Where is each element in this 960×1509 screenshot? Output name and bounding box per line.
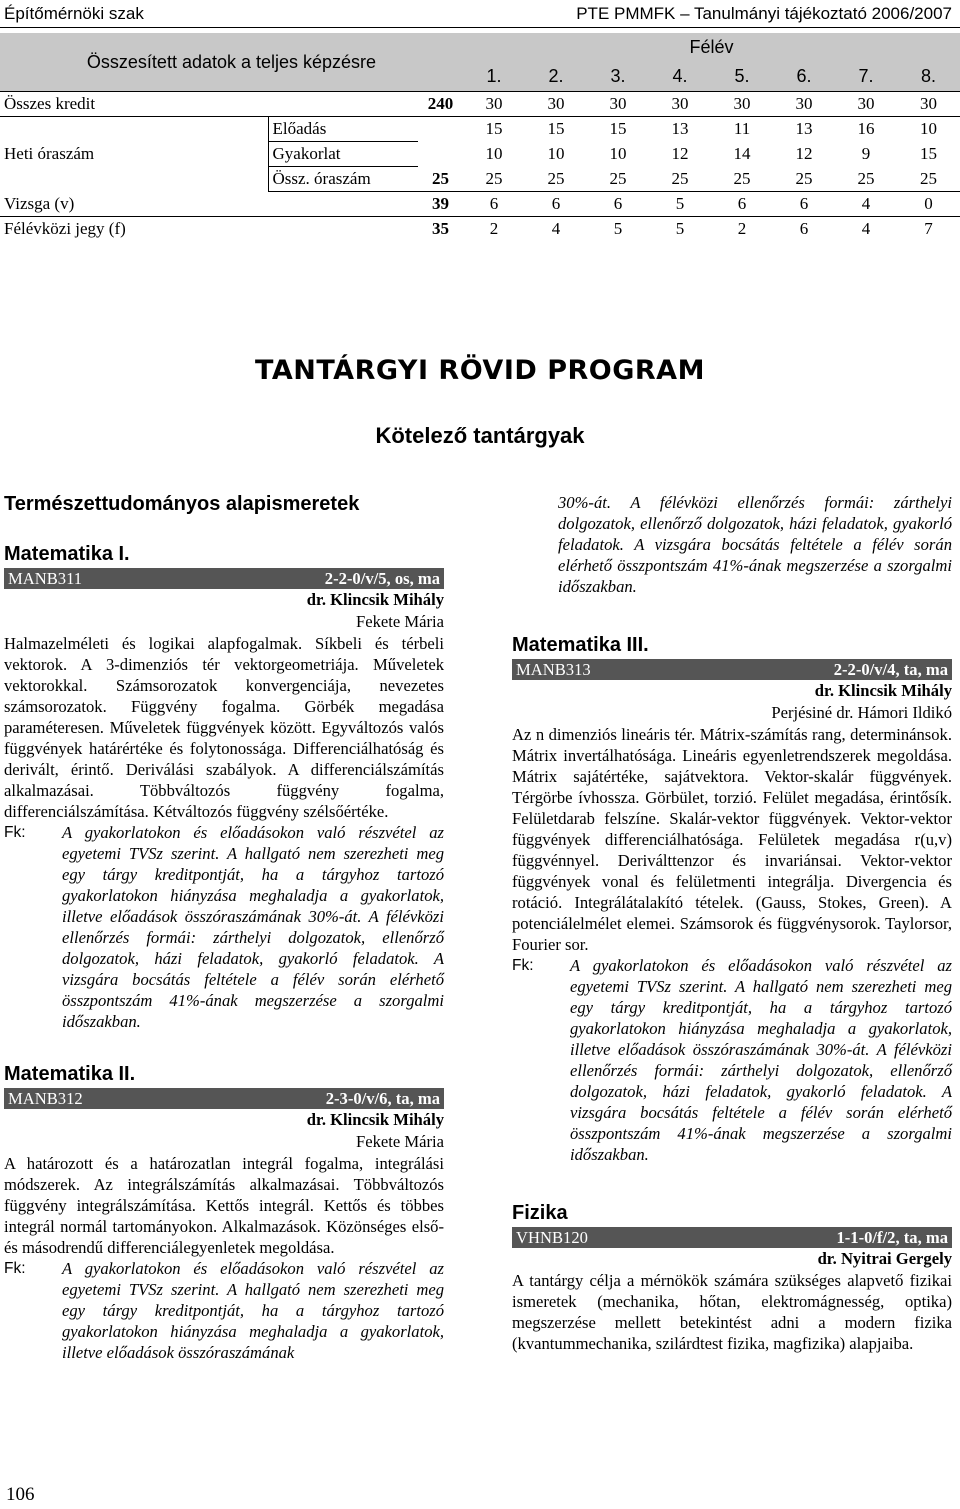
- course-meta: 1-1-0/f/2, ta, ma: [836, 1228, 948, 1247]
- semester-header: 6.: [773, 62, 835, 92]
- teacher-secondary: Fekete Mária: [355, 1132, 444, 1151]
- course-code-bar: [4, 1088, 444, 1109]
- row-value: 4: [861, 219, 871, 238]
- course-mat3: [512, 633, 952, 1165]
- summary-row: [0, 192, 960, 217]
- course-teacher: [4, 611, 444, 633]
- teacher-secondary: Fekete Mária: [355, 612, 444, 631]
- row-label: Vizsga (v): [0, 192, 418, 217]
- row-value: 15: [920, 144, 938, 163]
- row-value: 4: [551, 219, 561, 238]
- course-title: Fizika: [512, 1202, 568, 1224]
- row-value: 10: [547, 144, 565, 163]
- teacher-primary: dr. Klincsik Mihály: [306, 590, 444, 609]
- summary-row: [0, 92, 960, 117]
- row-value: 6: [711, 192, 773, 217]
- course-teacher: [4, 589, 444, 611]
- row-value: 11: [733, 119, 751, 139]
- row-value: 30: [649, 92, 711, 117]
- left-column: [4, 492, 444, 1363]
- row-value: 16: [857, 119, 875, 139]
- row-sublabel: Gyakorlat: [268, 142, 418, 167]
- row-value: 30: [711, 92, 773, 117]
- row-value: 6: [587, 192, 649, 217]
- row-value: 30: [525, 92, 587, 117]
- semester-header: 2.: [525, 62, 587, 92]
- row-value: 25: [897, 167, 960, 192]
- header-right: PTE PMMFK – Tanulmányi tájékoztató 2006/2007: [576, 4, 952, 23]
- summary-table: [0, 33, 960, 241]
- row-value: 5: [649, 192, 711, 217]
- course-description: A tantárgy célja a mérnökök számára szükséges alapvető fizikai ismeretek (mechanika, hőtan, elektromágnesség, optika) megszerzése mellett betekintést adni a modern fizika (kvantummechanika, szilárdtest fizika, magfizika) alapjaiba.: [512, 1271, 952, 1353]
- row-label: Összes kredit: [0, 92, 418, 117]
- row-total: 25: [418, 167, 463, 192]
- course-code-bar: [4, 568, 444, 589]
- row-value: 6: [525, 192, 587, 217]
- row-value: 30: [835, 92, 897, 117]
- area-title: Természettudományos alapismeretek: [4, 493, 360, 515]
- semester-header: 4.: [649, 62, 711, 92]
- page-number: 106: [6, 1484, 35, 1505]
- semester-label: Félév: [463, 33, 960, 62]
- course-title: Matematika III.: [512, 634, 649, 656]
- teacher-secondary: Perjésiné dr. Hámori Ildikó: [771, 703, 952, 722]
- semester-header: 3.: [587, 62, 649, 92]
- row-value: 6: [799, 219, 809, 238]
- course-teacher: [512, 680, 952, 702]
- row-value: 25: [587, 167, 649, 192]
- row-value: 30: [897, 92, 960, 117]
- row-value: 25: [463, 167, 525, 192]
- row-value: 30: [463, 92, 525, 117]
- course-teacher: [512, 702, 952, 724]
- row-value: 25: [525, 167, 587, 192]
- teacher-primary: dr. Klincsik Mihály: [306, 1110, 444, 1129]
- course-code-bar: [512, 659, 952, 680]
- row-value: 25: [649, 167, 711, 192]
- semester-header: 1.: [463, 62, 525, 92]
- course-description: A határozott és a határozatlan integrál fogalma, integrálási módszerek. Az integrálszámítás alkalmazásai. Többváltozós függvény integrálszámítása. Kettős integrál. Kettős és többes integrál normál tartományokon. Alkalmazások. Közönséges első- és másodrendű differenciálegyenletek megoldása.: [4, 1154, 444, 1257]
- row-value: 9: [861, 144, 871, 163]
- row-value: 5: [613, 219, 623, 238]
- row-value: 10: [920, 119, 938, 139]
- course-code: MANB312: [8, 1089, 83, 1108]
- row-value: 10: [609, 144, 627, 163]
- row-value: 30: [773, 92, 835, 117]
- semester-header: 5.: [711, 62, 773, 92]
- requirements-label: Fk:: [512, 957, 534, 974]
- header-rule: [0, 27, 960, 28]
- semester-header: 7.: [835, 62, 897, 92]
- row-value: 14: [733, 144, 751, 163]
- row-value: 7: [924, 219, 933, 238]
- course-requirements: [4, 822, 444, 1032]
- row-value: 0: [897, 192, 960, 217]
- requirements-label: Fk:: [4, 824, 26, 841]
- course-title: Matematika II.: [4, 1063, 136, 1085]
- course-meta: 2-2-0/v/4, ta, ma: [833, 660, 948, 679]
- row-total: 240: [418, 92, 463, 117]
- row-value: 15: [609, 119, 627, 139]
- row-label: Heti óraszám: [4, 144, 95, 164]
- header-left: Építőmérnöki szak: [4, 4, 144, 23]
- course-code: VHNB120: [516, 1228, 588, 1247]
- program-title: TANTÁRGYI RÖVID PROGRAM: [255, 355, 705, 386]
- course-code-bar: [512, 1227, 952, 1248]
- row-total: [418, 142, 463, 167]
- summary-row: [0, 217, 960, 242]
- course-fiz: [512, 1201, 952, 1354]
- row-value: 12: [671, 144, 689, 163]
- row-sublabel: Össz. óraszám: [268, 167, 418, 192]
- course-requirements: [4, 1258, 444, 1363]
- requirements-text: A gyakorlatokon és előadásokon való részvétel az egyetemi TVSz szerint. A hallgató nem szerezheti meg egy tárgy kreditpontját, ha a tárgyhoz tartozó gyakorlatokon hiányzása meghaladja a gyakorlatok, illetve előadások összóraszámának 30%-át. A félévközi ellenőrzés formái: zárthelyi dolgozatok, ellenőrző dolgozatok, házi feladatok, gyakorló feladatok. A vizsgára bocsátás feltétele a félév során elérhető összpontszám 41%-ának megszerzése a szorgalmi időszakban.: [62, 823, 444, 1031]
- row-value: 13: [671, 119, 689, 139]
- course-requirements: [512, 955, 952, 1165]
- row-value: 4: [835, 192, 897, 217]
- row-label: Félévközi jegy (f): [4, 219, 126, 238]
- teacher-primary: dr. Nyitrai Gergely: [817, 1249, 952, 1268]
- row-value: 30: [587, 92, 649, 117]
- course-description: Halmazelméleti és logikai alapfogalmak. Síkbeli és térbeli vektorok. A 3-dimenziós tér vektorgeometriája. Műveletek vektorokkal. Számsorozatok konvergenciája, nevezetes számsorozatok. Függvény fogalma. Görbék megadása paraméteresen. Műveletek függvények között. Egyváltozós valós függvények határértéke és folytonossága. Differenciálhatóság és derivált, érintő. Deriválási szabályok. A differenciálszámítás alkalmazásai. Többváltozós függvény fogalma, differenciálszámítása. Kétváltozós függvény szélsőértéke.: [4, 634, 444, 821]
- row-value: 13: [795, 119, 813, 139]
- row-total: 35: [432, 219, 449, 238]
- row-value: 6: [463, 192, 525, 217]
- row-value: 15: [547, 119, 565, 139]
- row-value: 25: [711, 167, 773, 192]
- row-value: 15: [485, 119, 503, 139]
- course-teacher: [512, 1248, 952, 1270]
- course-code: MANB311: [8, 569, 83, 588]
- row-sublabel: Előadás: [268, 117, 418, 142]
- row-total: [418, 117, 463, 142]
- course-mat1: [4, 542, 444, 1032]
- row-total: 39: [418, 192, 463, 217]
- course-meta: 2-3-0/v/6, ta, ma: [325, 1089, 440, 1108]
- course-title: Matematika I.: [4, 543, 130, 565]
- summary-title: Összesített adatok a teljes képzésre: [0, 33, 463, 92]
- row-value: 25: [835, 167, 897, 192]
- course-teacher: [4, 1109, 444, 1131]
- requirements-continuation: 30%-át. A félévközi ellenőrzés formái: zárthelyi dolgozatok, ellenőrző dolgozatok, házi feladatok, gyakorló feladatok. A vizsgára bocsátás feltétele a félév során elérhető összpontszám 41%-ának megszerzése a szorgalmi időszakban.: [558, 493, 952, 596]
- row-value: 6: [773, 192, 835, 217]
- right-column: [512, 492, 952, 1354]
- requirements-text: A gyakorlatokon és előadásokon való részvétel az egyetemi TVSz szerint. A hallgató nem szerezheti meg egy tárgy kreditpontját, ha a tárgyhoz tartozó gyakorlatokon hiányzása meghaladja a gyakorlatok, illetve előadások összóraszámának: [62, 1259, 444, 1362]
- course-teacher: [4, 1131, 444, 1153]
- semester-header: 8.: [897, 62, 960, 92]
- row-value: 2: [489, 219, 499, 238]
- row-value: 2: [737, 219, 747, 238]
- teacher-primary: dr. Klincsik Mihály: [814, 681, 952, 700]
- course-meta: 2-2-0/v/5, os, ma: [324, 569, 440, 588]
- row-value: 5: [675, 219, 685, 238]
- requirements-label: Fk:: [4, 1260, 26, 1277]
- row-value: 10: [485, 144, 503, 163]
- program-subtitle: Kötelező tantárgyak: [375, 423, 585, 448]
- course-mat2: [4, 1062, 444, 1363]
- row-value: 25: [773, 167, 835, 192]
- summary-row: [0, 117, 960, 142]
- course-description: Az n dimenziós lineáris tér. Mátrix-számítás rang, determinánsok. Mátrix invertálhatósága. Lineáris egyenletrendszerek megoldása. Mátrix sajátértéke, sajátvektora. Vektor-skalár függvények. Térgörbe ívhossza. Görbület, torzió. Felület megadása, érintősík. Felületdarab felszíne. Skalár-vektor függvények. Vektor-vektor függvények differenciálhatósága. Felületek megadása r(u,v) függvénnyel. Deriválttenzor és invariánsai. Vektor-vektor függvények vonal és felületmenti integrálja. Divergencia és rotáció. Integrálátalakító tételek. (Gauss, Stokes, Green). A potenciálelmélet elemei. Számsorok és függvénysorok. Taylorsor, Fourier sor.: [512, 725, 952, 954]
- course-code: MANB313: [516, 660, 591, 679]
- row-value: 12: [795, 144, 813, 163]
- requirements-text: A gyakorlatokon és előadásokon való részvétel az egyetemi TVSz szerint. A hallgató nem szerezheti meg egy tárgy kreditpontját, ha a tárgyhoz tartozó gyakorlatokon hiányzása meghaladja a gyakorlatok, illetve előadások összóraszámának 30%-át. A félévközi ellenőrzés formái: zárthelyi dolgozatok, ellenőrző dolgozatok, házi feladatok, gyakorló feladatok. A vizsgára bocsátás feltétele a félév során elérhető összpontszám 41%-ának megszerzése a szorgalmi időszakban.: [570, 956, 952, 1164]
